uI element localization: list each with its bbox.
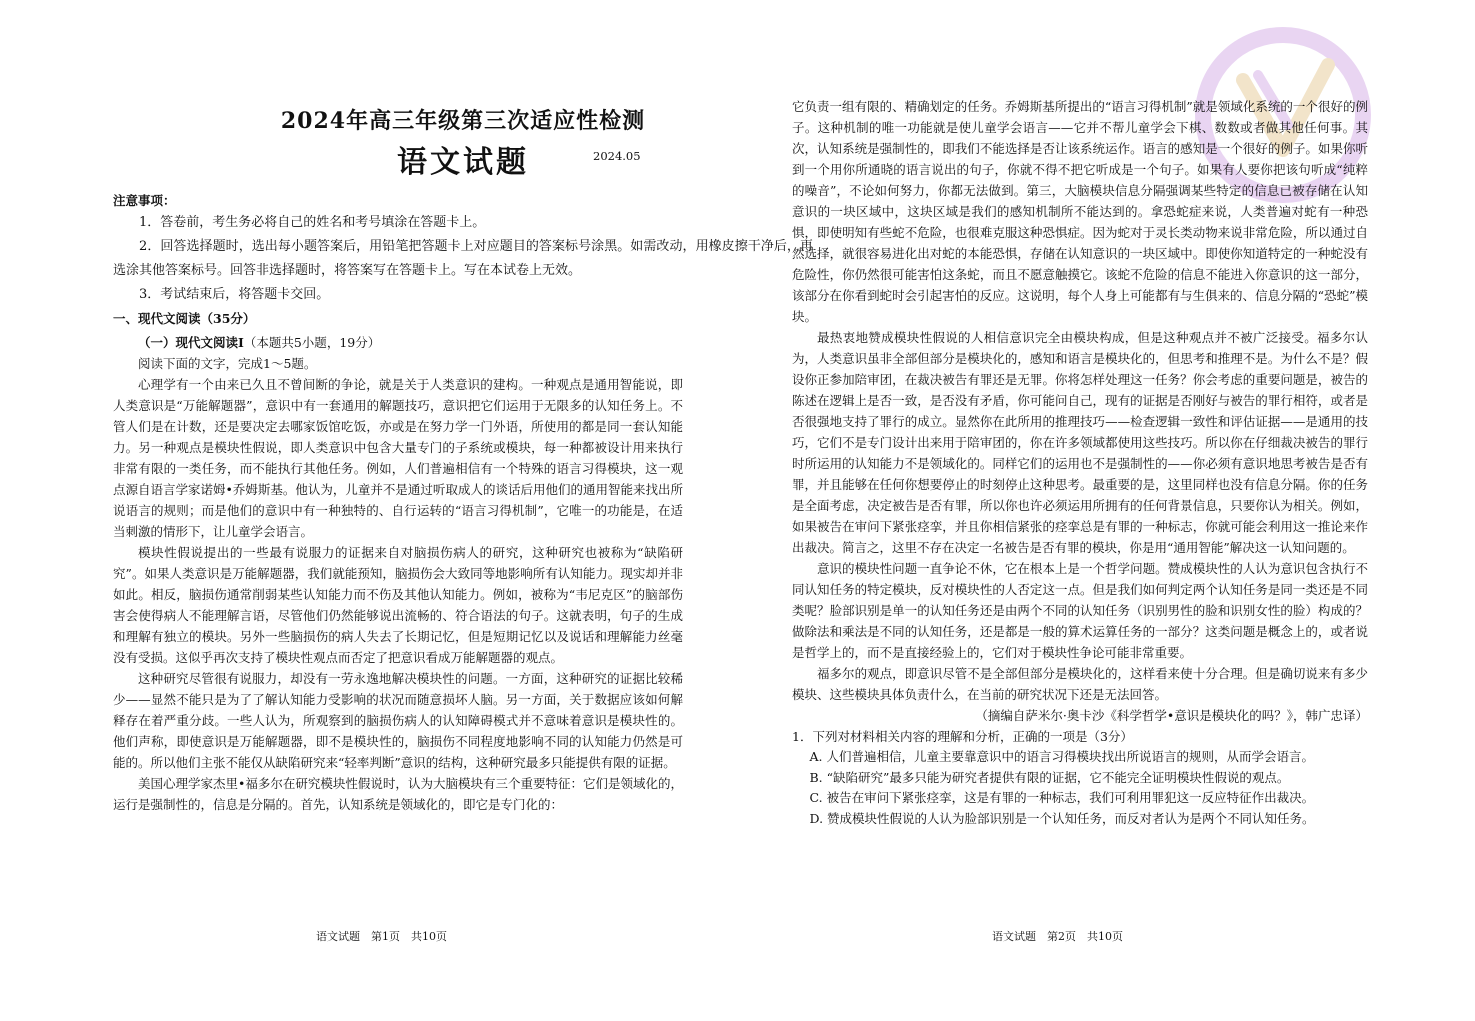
question-1 [792,726,1368,829]
notice-item: 2．回答选择题时，选出每小题答案后，用铅笔把答题卡上对应题目的答案标号涂黑。如需改动，用橡皮擦干净后，再选涂其他答案标号。回答非选择题时，将答案写在答题卡上。写在本试卷上无效。 [113,239,813,278]
exam-date: 2024.05 [593,149,641,163]
passage-paragraph: 美国心理学家杰里•福多尔在研究模块性假说时，认为大脑模块有三个重要特征：它们是领域化的，运行是强制性的，信息是分隔的。首先，认知系统是领域化的，即它是专门化的： [113,776,683,812]
subsection-note: （本题共5小题，19分） [243,335,381,350]
passage-paragraph: 模块性假说提出的一些最有说服力的证据来自对脑损伤病人的研究，这种研究也被称为“缺陷研究”。如果人类意识是万能解题器，我们就能预知，脑损伤会大致同等地影响所有认知能力。现实却并非如此。相反，脑损伤通常削弱某些认知能力而不伤及其他认知能力。例如，被称为“韦尼克区”的脑部伤害会使得病人不能理解言语，尽管他们仍然能够说出流畅的、符合语法的句子。这就表明，句子的生成和理解有独立的模块。另外一些脑损伤的病人失去了长期记忆，但是短期记忆以及说话和理解能力丝毫没有受损。这似乎再次支持了模块性观点而否定了把意识看成万能解题器的观点。 [113,545,683,665]
reading-instruction: 阅读下面的文字，完成1～5题。 [138,356,317,371]
passage-paragraph: 意识的模块性问题一直争论不休，它在根本上是一个哲学问题。赞成模块性的人认为意识包含执行不同认知任务的特定模块，反对模块性的人否定这一点。但是我们如何判定两个认知任务是同一类还是不同类呢？脸部识别是单一的认知任务还是由两个不同的认知任务（识别男性的脸和识别女性的脸）构成的？做除法和乘法是不同的认知任务，还是都是一般的算术运算任务的一部分？这类问题是概念上的，或者说是哲学上的，而不是直接经验上的，它们对于模块性争论可能非常重要。 [792,561,1368,660]
page-footer-left: 语文试题 第1页 共10页 [316,930,447,943]
notice-heading: 注意事项： [113,193,176,208]
passage-paragraph: 心理学有一个由来已久且不曾间断的争论，就是关于人类意识的建构。一种观点是通用智能说，即人类意识是“万能解题器”，意识中有一套通用的解题技巧，意识把它们运用于无限多的认知任务上。不管人们是在计数，还是要决定去哪家饭馆吃饭，亦或是在努力学一门外语，所使用的都是同一套认知能力。另一种观点是模块性假说，即人类意识中包含大量专门的子系统或模块，每一种都被设计用来执行非常有限的一类任务，而不能执行其他任务。例如，人们普遍相信有一个特殊的语言习得模块，这一观点源自语言学家诺姆•乔姆斯基。他认为，儿童并不是通过听取成人的谈话后用他们的通用智能来找出所说语言的规则；而是他们的意识中有一种独特的、自行运转的“语言习得机制”，它唯一的功能是，在适当刺激的情形下，让儿童学会语言。 [113,377,683,539]
passage-right [792,96,1368,705]
left-page [113,0,813,815]
passage-paragraph: 最热衷地赞成模块性假说的人相信意识完全由模块构成，但是这种观点并不被广泛接受。福多尔认为，人类意识虽非全部但部分是模块化的，感知和语言是模块化的，但思考和推理不是。为什么不是？假设你正参加陪审团，在裁决被告有罪还是无罪。你将怎样处理这一任务？你会考虑的重要问题是，被告的陈述在逻辑上是否一致，是否没有矛盾，你可能问自己，现有的证据是否刚好与被告的罪行相符，或者是否很强地支持了罪行的成立。显然你在此所用的推理技巧——检查逻辑一致性和评估证据——是通用的技巧，它们不是专门设计出来用于陪审团的，你在许多领域都使用这些技巧。所以你在仔细裁决被告的罪行时所运用的认知能力不是领域化的。同样它们的运用也不是强制性的——你必须有意识地思考被告是否有罪，并且能够在任何你想要停止的时刻停止这种思考。最重要的是，这里同样也没有信息分隔。你的任务是全面考虑，决定被告是否有罪，所以你也许必须运用所拥有的任何背景信息，只要你认为相关。例如，如果被告在审问下紧张痉挛，并且你相信紧张的痉挛总是有罪的一种标志，你就可能会利用这一推论来作出裁决。简言之，这里不存在决定一名被告是否有罪的模块，你是用“通用智能”解决这一认知问题的。 [792,330,1368,555]
question-option-c: C. 被告在审问下紧张痉挛，这是有罪的一种标志，我们可利用罪犯这一反应特征作出裁决。 [809,790,1315,805]
exam-subject: 语文试题 [397,145,529,180]
passage-left [113,374,683,815]
right-page [792,96,1368,829]
passage-paragraph: 这种研究尽管很有说服力，却没有一劳永逸地解决模块性的问题。一方面，这种研究的证据比较稀少——显然不能只是为了了解认知能力受影响的状况而随意损坏人脑。另一方面，关于数据应该如何解释存在着严重分歧。一些人认为，所观察到的脑损伤病人的认知障碍模式并不意味着意识是模块性的。他们声称，即使意识是万能解题器，即不是模块性的，脑损伤不同程度地影响不同的认知能力仍然是可能的。所以他们主张不能仅从缺陷研究来“轻率判断”意识的结构，这种研究最多只能提供有限的证据。 [113,671,683,770]
passage-source: （摘编自萨米尔·奥卡沙《科学哲学•意识是模块化的吗？》，韩广忠译） [975,708,1368,723]
notice-item: 1．答卷前，考生务必将自己的姓名和考号填涂在答题卡上。 [139,215,486,230]
exam-title: 2024年高三年级第三次适应性检测 [280,108,646,134]
exam-subtitle [113,137,813,181]
section-heading: 一、现代文阅读（35分） [113,311,256,326]
subsection-title: （一）现代文阅读Ⅰ [138,335,244,350]
notice-block [113,191,813,307]
passage-paragraph: 它负责一组有限的、精确划定的任务。乔姆斯基所提出的“语言习得机制”就是领域化系统的一个很好的例子。这种机制的唯一功能就是使儿童学会语言——它并不帮儿童学会下棋、数数或者做其他任何事。其次，认知系统是强制性的，即我们不能选择是否让该系统运作。语言的感知是一个很好的例子。如果你听到一个用你所通晓的语言说出的句子，你就不得不把它听成是一个句子。如果有人要你把该句听成“纯粹的噪音”，不论如何努力，你都无法做到。第三，大脑模块信息分隔强调某些特定的信息已被存储在认知意识的一块区域中，这块区域是我们的感知机制所不能达到的。拿恐蛇症来说，人类普遍对蛇有一种恐惧，即使明知有些蛇不危险，也很难克服这种恐惧症。因为蛇对于灵长类动物来说非常危险，所以通过自然选择，就很容易进化出对蛇的本能恐惧，存储在认知意识的一块区域中。即使你知道特定的一种蛇没有危险性，你仍然很可能害怕这条蛇，而且不愿意触摸它。该蛇不危险的信息不能进入你意识的这一部分，该部分在你看到蛇时会引起害怕的反应。这说明，每个人身上可能都有与生俱来的、信息分隔的“恐蛇”模块。 [792,99,1368,324]
question-option-d: D. 赞成模块性假说的人认为脸部识别是一个认知任务，而反对者认为是两个不同认知任务。 [809,810,1315,826]
subsection-heading [138,333,813,353]
question-option-b: B. “缺陷研究”最多只能为研究者提供有限的证据，它不能完全证明模块性假说的观点。 [809,769,1290,785]
question-option-a: A. 人们普遍相信，儿童主要靠意识中的语言习得模块找出所说语言的规则，从而学会语言。 [809,749,1314,764]
page-footer-right: 语文试题 第2页 共10页 [992,930,1123,943]
passage-paragraph: 福多尔的观点，即意识尽管不是全部但部分是模块化的，这样看来使十分合理。但是确切说来有多少模块、这些模块具体负责什么，在当前的研究状况下还是无法回答。 [792,666,1368,702]
notice-item: 3．考试结束后，将答题卡交回。 [139,287,330,302]
question-stem: 1．下列对材料相关内容的理解和分析，正确的一项是（3分） [792,729,1133,744]
